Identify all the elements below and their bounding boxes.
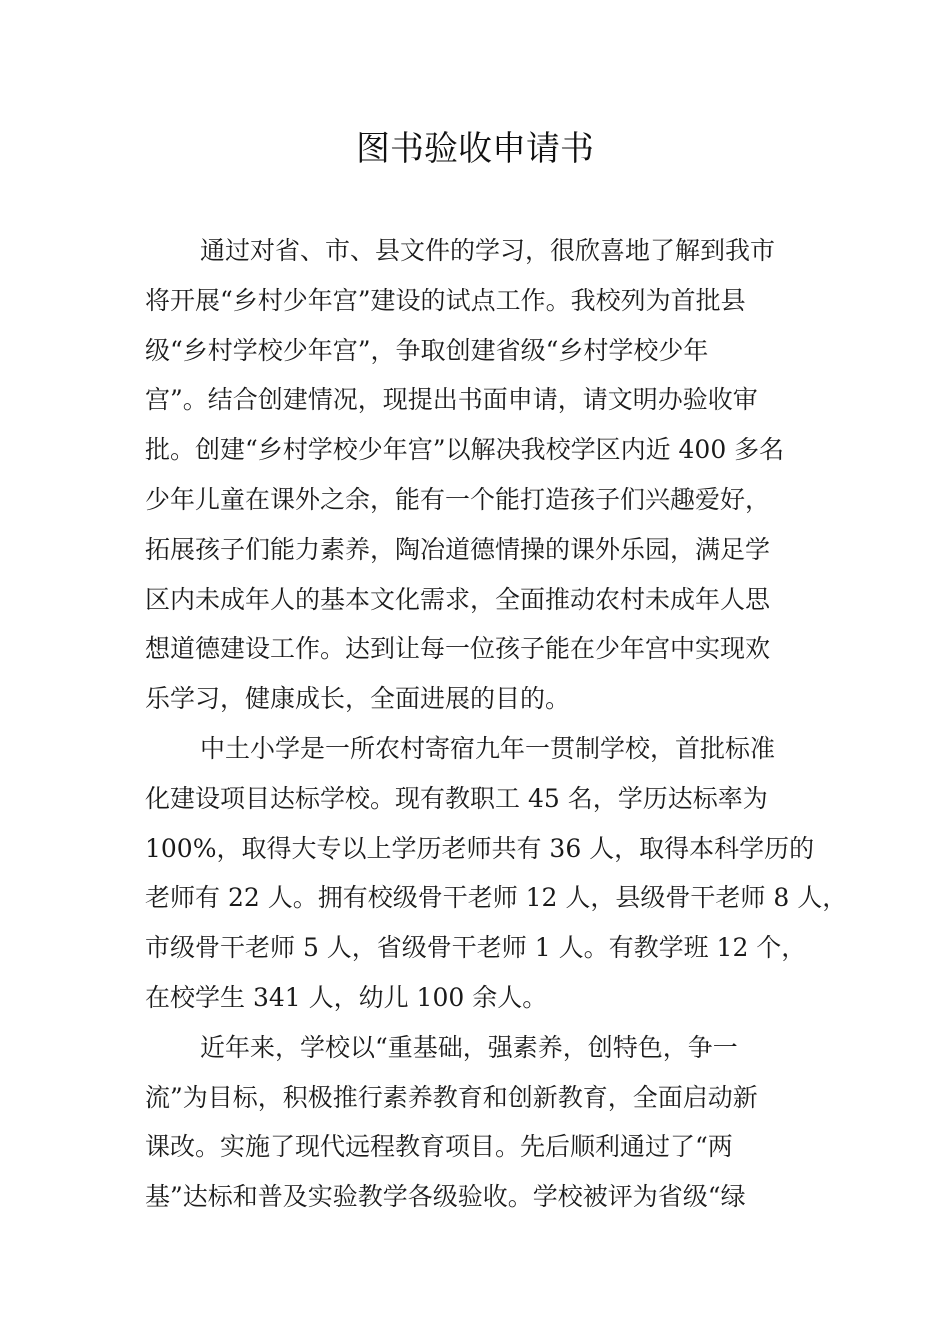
text-line: 在校学生 341 人，幼儿 100 余人。	[145, 982, 548, 1012]
text-line: 市级骨干老师 5 人，省级骨干老师 1 人。有教学班 12 个，	[145, 933, 807, 963]
document-title: 图书验收申请书	[356, 129, 594, 169]
paragraph-3	[145, 1023, 810, 1222]
text-line: 课改。实施了现代远程教育项目。先后顺利通过了“两	[145, 1132, 733, 1162]
text-line: 拓展孩子们能力素养，陶冶道德情操的课外乐园，满足学	[145, 534, 771, 564]
text-line: 化建设项目达标学校。现有教职工 45 名，学历达标率为	[145, 783, 768, 813]
paragraph-1	[145, 226, 810, 724]
text-line: 基”达标和普及实验教学各级验收。学校被评为省级“绿	[145, 1182, 746, 1212]
text-line: 区内未成年人的基本文化需求，全面推动农村未成年人思	[145, 584, 771, 614]
text-line: 中土小学是一所农村寄宿九年一贯制学校，首批标准	[200, 733, 776, 763]
text-line: 批。创建“乡村学校少年宫”以解决我校学区内近 400 多名	[145, 435, 785, 465]
document-body	[145, 226, 848, 1222]
text-line: 将开展“乡村少年宫”建设的试点工作。我校列为首批县	[145, 285, 746, 315]
text-line: 近年来，学校以“重基础，强素养，创特色，争一	[200, 1032, 738, 1062]
text-line: 宫”。结合创建情况，现提出书面申请，请文明办验收审	[145, 385, 758, 415]
text-line: 乐学习，健康成长，全面进展的目的。	[145, 684, 571, 714]
paragraph-2	[145, 724, 848, 1023]
text-line: 老师有 22 人。拥有校级骨干老师 12 人，县级骨干老师 8 人，	[145, 883, 848, 913]
text-line: 100%，取得大专以上学历老师共有 36 人，取得本科学历的	[145, 833, 815, 863]
text-line: 通过对省、市、县文件的学习，很欣喜地了解到我市	[200, 236, 776, 265]
text-line: 想道德建设工作。达到让每一位孩子能在少年宫中实现欢	[145, 634, 771, 664]
text-line: 少年儿童在课外之余，能有一个能打造孩子们兴趣爱好，	[145, 484, 771, 514]
text-line: 级“乡村学校少年宫”，争取创建省级“乡村学校少年	[145, 335, 709, 365]
text-line: 流”为目标，积极推行素养教育和创新教育，全面启动新	[145, 1082, 758, 1112]
